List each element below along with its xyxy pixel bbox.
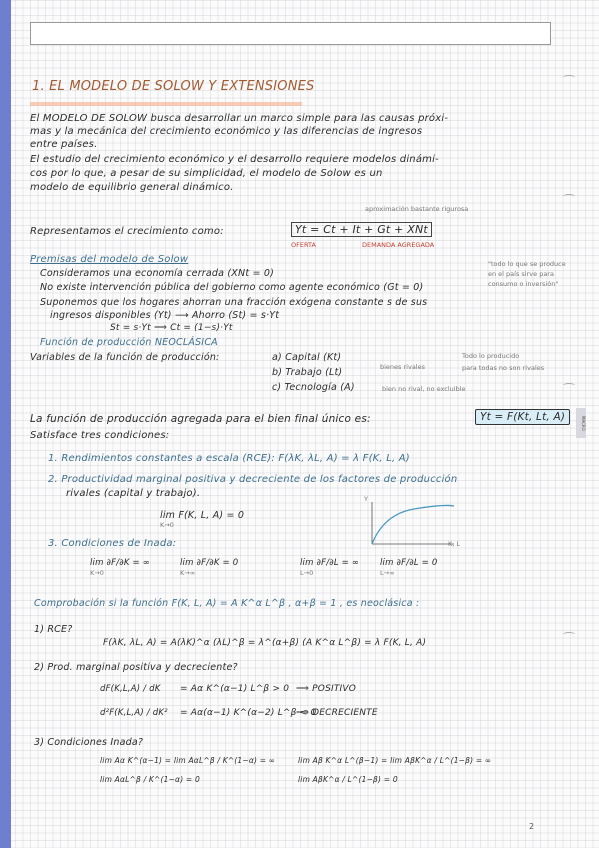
premise-item: ingresos disponibles (Yt) ⟶ Ahorro (St) = s·Yt	[50, 310, 280, 321]
premise-item: No existe intervención pública del gobierno como agente económico (Gt = 0)	[40, 282, 424, 293]
variable-item: a) Capital (Kt)	[272, 352, 342, 363]
graph-y-label: Y	[364, 495, 368, 503]
aggregate-formula: Yt = F(Kt, Lt, A)	[475, 409, 570, 425]
side-note-line: en el país sirve para	[488, 270, 554, 278]
header-box	[30, 22, 551, 45]
intro-line: mas y la mecánica del crecimiento económico y las diferencias de ingresos	[30, 126, 423, 137]
inada-limit: lim ∂F/∂L = ∞	[300, 558, 360, 568]
premise-item: Consideramos una economía cerrada (XNt = 0)	[40, 268, 274, 279]
check-q2-b-result: ⟹ DECRECIENTE	[296, 708, 378, 718]
condition-1: 1. Rendimientos constantes a escala (RCE): F(λK, λL, A) = λ F(K, L, A)	[48, 453, 410, 464]
aggregate-lead: La función de producción agregada para el bien final único es:	[30, 413, 371, 425]
intro-line: modelo de equilibrio general dinámico.	[30, 182, 234, 193]
growth-lead: Representamos el crecimiento como:	[30, 226, 224, 237]
condition-2-cont: rivales (capital y trabajo).	[66, 488, 201, 499]
margin-mark	[563, 383, 575, 388]
section-title: 1. EL MODELO DE SOLOW Y EXTENSIONES	[32, 79, 315, 94]
side-tab: MACRO	[576, 408, 586, 438]
intro-line: El estudio del crecimiento económico y el desarrollo requiere modelos dinámi-	[30, 154, 439, 165]
condition-2: 2. Productividad marginal positiva y decreciente de los factores de producción	[48, 474, 458, 485]
inada-sub: K→0	[90, 569, 104, 577]
concave-curve	[372, 505, 454, 544]
side-note-line: consumo o inversión"	[488, 280, 559, 288]
check-q1: 1) RCE?	[34, 624, 73, 635]
production-function-graph	[362, 498, 461, 552]
premise-item: Función de producción NEOCLÁSICA	[40, 337, 218, 348]
variable-item: c) Tecnología (A)	[272, 382, 355, 393]
growth-annotation: aproximación bastante rigurosa	[365, 205, 469, 213]
page-number: 2	[529, 822, 535, 831]
note-rivals: bienes rivales	[380, 363, 426, 371]
check-q3-eq: lim Aβ K^α L^(β−1) = lim AβK^α / L^(1−β) = ∞	[298, 756, 492, 765]
check-q3-eq: lim AβK^α / L^(1−β) = 0	[298, 775, 398, 784]
check-q2-b-rhs: = Aα(α−1) K^(α−2) L^β < 0	[180, 708, 317, 718]
note-rivals-detail: para todas no son rivales	[462, 364, 545, 372]
condition-2-limit-sub: K→0	[160, 521, 174, 529]
check-lead: Comprobación si la función F(K, L, A) = A K^α L^β , α+β = 1 , es neoclásica :	[34, 598, 420, 609]
premise-item: St = s·Yt ⟹ Ct = (1−s)·Yt	[110, 323, 233, 333]
check-q1-equation: F(λK, λL, A) = A(λK)^α (λL)^β = λ^(α+β) (A K^α L^β) = λ F(K, L, A)	[103, 638, 427, 648]
check-q2-a-rhs: = Aα K^(α−1) L^β > 0	[180, 684, 290, 694]
margin-mark	[563, 632, 575, 637]
margin-mark	[563, 194, 575, 199]
inada-limit: lim ∂F/∂L = 0	[380, 558, 438, 568]
premises-title: Premisas del modelo de Solow	[30, 254, 189, 265]
growth-label-demand: DEMANDA AGREGADA	[362, 241, 435, 249]
condition-3: 3. Condiciones de Inada:	[48, 538, 177, 549]
margin-mark	[563, 75, 575, 80]
premise-item: Suponemos que los hogares ahorran una fracción exógena constante s de sus	[40, 297, 428, 308]
variable-item: b) Trabajo (Lt)	[272, 367, 343, 378]
growth-equation: Yt = Ct + It + Gt + XNt	[291, 222, 432, 237]
inada-limit: lim ∂F/∂K = ∞	[90, 558, 151, 568]
intro-line: entre países.	[30, 139, 98, 150]
intro-line: El MODELO DE SOLOW busca desarrollar un marco simple para las causas próxi-	[30, 113, 449, 124]
inada-sub: L→0	[300, 569, 314, 577]
condition-2-limit: lim F(K, L, A) = 0	[160, 510, 245, 521]
intro-line: cos por lo que, a pesar de su simplicidad, el modelo de Solow es un	[30, 168, 383, 179]
note-rivals-detail: Todo lo producido	[462, 352, 520, 360]
conditions-lead: Satisface tres condiciones:	[30, 430, 170, 441]
variables-lead: Variables de la función de producción:	[30, 352, 220, 363]
growth-label-supply: OFERTA	[291, 241, 316, 249]
graph-x-label: K, L	[448, 540, 461, 548]
check-q3-eq: lim AαL^β / K^(1−α) = 0	[100, 775, 200, 784]
check-q2-b-lhs: d²F(K,L,A) / dK²	[100, 708, 168, 718]
check-q3: 3) Condiciones Inada?	[34, 737, 144, 748]
check-q2: 2) Prod. marginal positiva y decreciente?	[34, 662, 238, 673]
side-note-line: "todo lo que se produce	[488, 260, 566, 268]
title-highlight	[30, 102, 302, 106]
check-q3-eq: lim Aα K^(α−1) = lim AαL^β / K^(1−α) = ∞	[100, 756, 276, 765]
inada-sub: L→∞	[380, 569, 395, 577]
binding-spine	[0, 0, 11, 848]
inada-limit: lim ∂F/∂K = 0	[180, 558, 239, 568]
check-q2-a-result: ⟹ POSITIVO	[296, 684, 357, 694]
inada-sub: K→∞	[180, 569, 196, 577]
check-q2-a-lhs: dF(K,L,A) / dK	[100, 684, 161, 694]
note-tech: bien no rival, no excluible	[382, 385, 466, 393]
